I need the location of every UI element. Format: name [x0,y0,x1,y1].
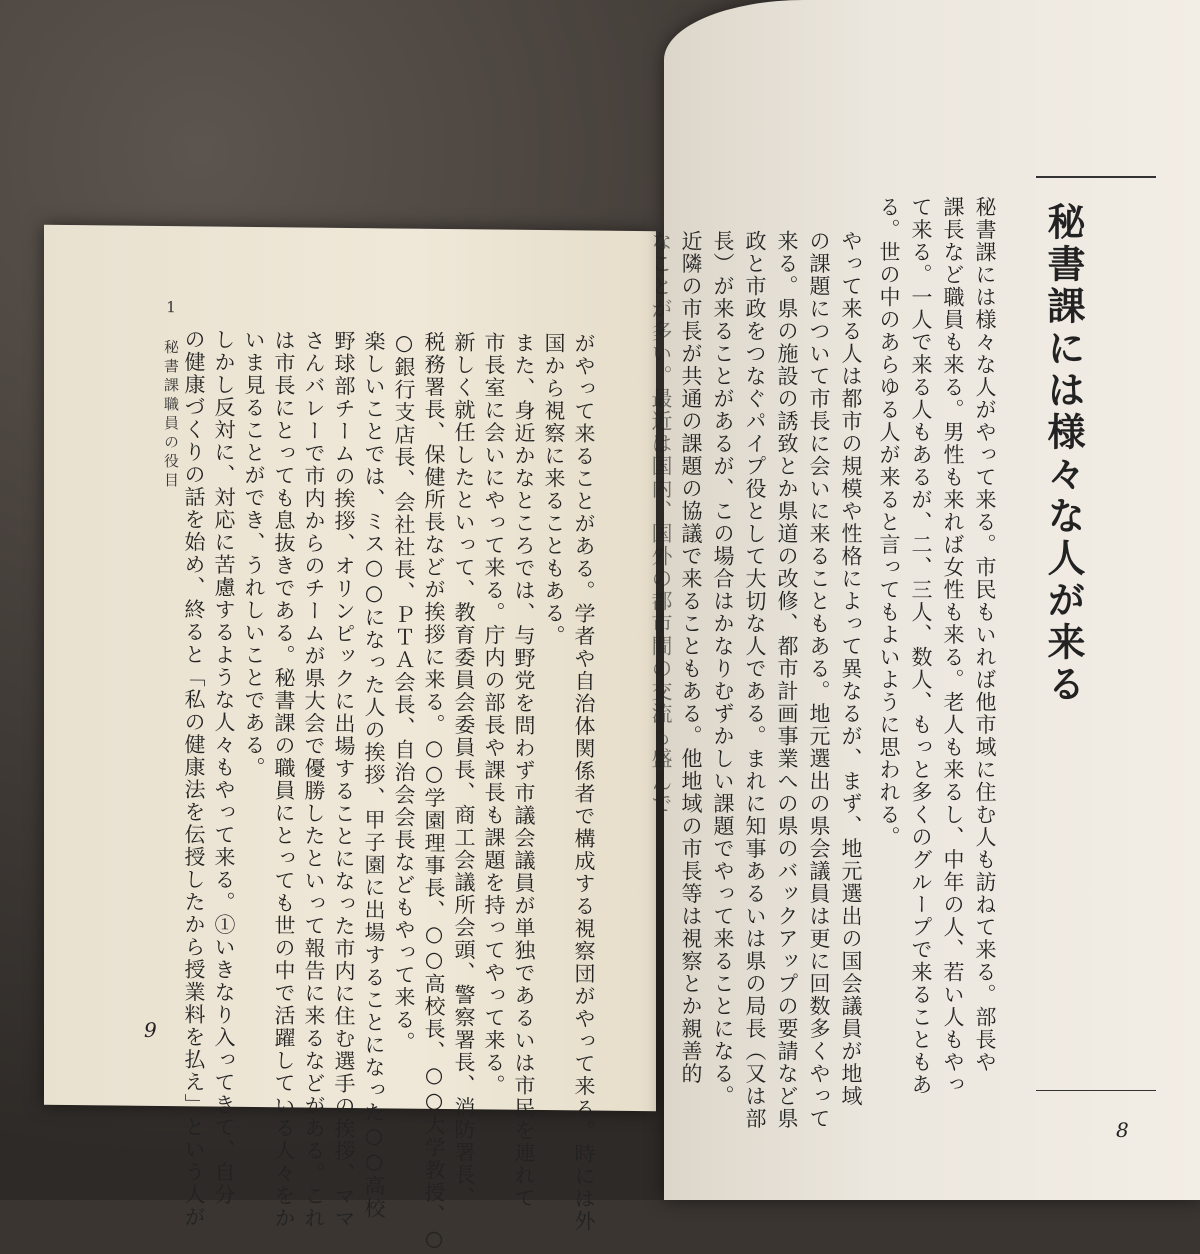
text-line: 税務署長、保健所長などが挨拶に来る。○○学園理事長、○○高校長、○○大学教授、○ [422,330,446,1253]
text-line: る。世の中のあらゆる人が来ると言ってもよいように思われる。 [877,196,901,849]
text-line: 課長など職員も来る。男性も来れば女性も来る。老人も来るし、中年の人、若い人もやっ [941,196,965,1096]
text-line: がやって来ることがある。学者や自治体関係者で構成する視察団がやって来る。時には外 [572,332,596,1233]
page-number: 8 [1116,1118,1129,1142]
text-line: 楽しいことでは、ミス○○になった人の挨拶、甲子園に出場することになった○○高校 [362,330,386,1220]
text-line: の健康づくりの話を始め、終ると「私の健康法を伝授したから授業料を払え」という人が [182,328,206,1229]
text-line: なことが多い。最近は国内、国外の都市間の交流も盛んで [649,230,673,815]
text-line: は市長にとっても息抜きである。秘書課の職員にとっても世の中で活躍している人々をか [272,329,296,1230]
text-line: 新しく就任したといって、教育委員会委員長、商工会議所会頭、警察署長、消防署長、 [452,331,476,1209]
text-line: 長）が来ることがあるが、この場合はかなりむずかしい課題でやって来ることになる。 [711,230,735,1108]
text-line: やって来る人は都市の規模や性格によって異なるが、まず、地元選出の国会議員が地域 [839,230,863,1108]
text-line: 市長室に会いにやって来る。庁内の部長や課長も課題を持ってやって来る。 [482,331,506,1097]
text-line: しかし反対に、対応に苦慮するような人々もやって来る。①いきなり入ってきて、自分 [212,328,236,1207]
left-page [44,225,656,1253]
footer-rule [1036,1090,1156,1091]
text-line: いま見ることができ、うれしいことである。 [242,328,266,780]
text-line: さんバレーで市内からのチームが県大会で優勝したといって報告に来るなどがある。これ [302,329,326,1230]
text-line: て来る。一人で来る人もあるが、二、三人、数人、もっと多くのグループで来ることもあ [909,196,933,1096]
text-line: 来る。県の施設の誘致とか県道の改修、都市計画事業への県のバックアップの要請など県 [775,230,799,1130]
text-line: の課題について市長に会いに来ることもある。地元選出の県会議員は更に回数多くやって [807,230,831,1130]
section-title: 秘書課には様々な人が来る [1041,202,1085,706]
page-number: 9 [144,1017,157,1042]
text-line: また、身近かなところでは、与野党を問わず市議会議員が単独であるいは市民を連れて [512,331,536,1210]
text-line: 近隣の市長が共通の課題の協議で来ることもある。他地域の市長等は視察とか親善的 [679,230,703,1085]
text-line: ○銀行支店長、会社社長、ＰＴＡ会長、自治会会長などもやって来る。 [392,330,416,1054]
text-line: 国から視察に来ることもある。 [542,332,566,648]
running-head: 1 秘書課職員の役目 [162,298,180,492]
text-line: 秘書課には様々な人がやって来る。市民もいれば他市域に住む人も訪ねて来る。部長や [973,196,997,1074]
right-page [649,0,1200,1200]
text-line: 政と市政をつなぐパイプ役として大切な人である。まれに知事あるいは県の局長（又は部 [743,230,767,1130]
text-line: 野球部チームの挨拶、オリンピックに出場することになった市内に住む選手の挨拶、ママ [332,329,356,1231]
title-rule-top [1036,176,1156,178]
